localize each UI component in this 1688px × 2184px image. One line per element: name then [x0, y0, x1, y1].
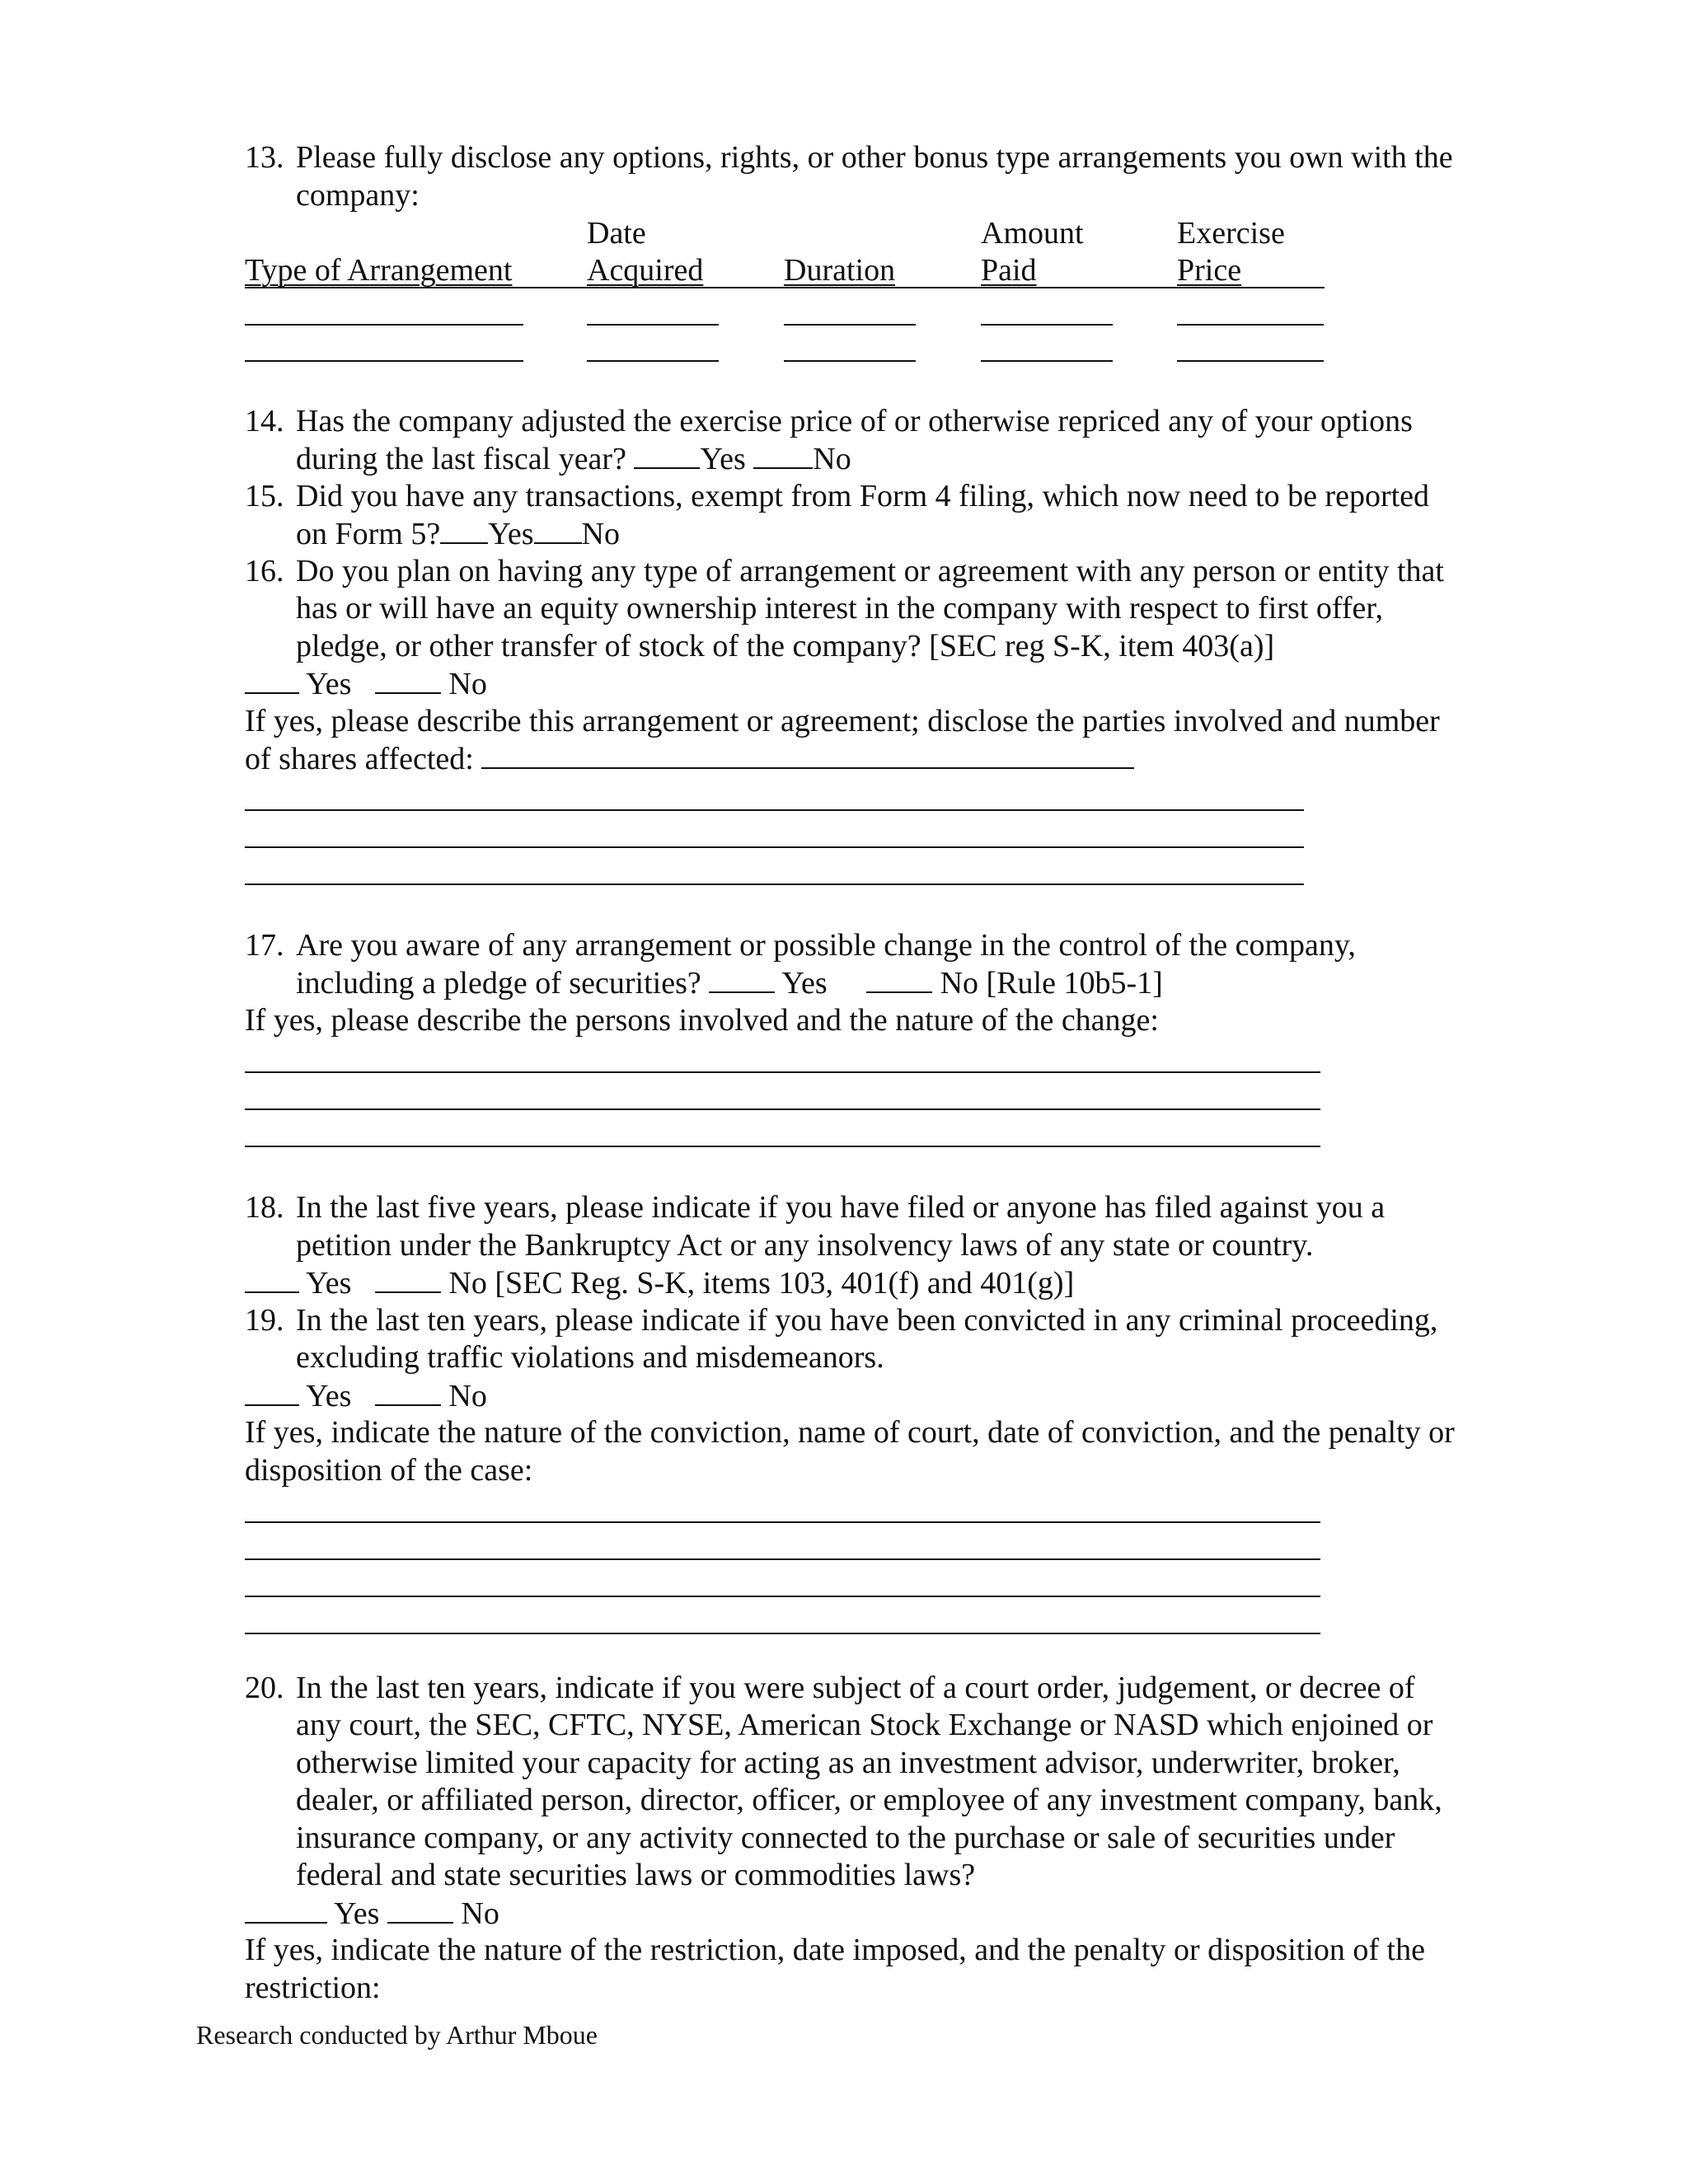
q15-line2-text: on Form 5?: [296, 517, 441, 551]
q14-no-blank[interactable]: [753, 439, 813, 469]
q18-no-label: No [SEC Reg. S-K, items 103, 401(f) and 401(g)]: [448, 1266, 1075, 1301]
q16-answer-line-1[interactable]: [245, 809, 1304, 811]
q19-no-blank[interactable]: [375, 1376, 441, 1406]
q17-yes-label: Yes: [781, 966, 828, 1001]
row1-price-blank[interactable]: [1177, 324, 1324, 326]
q20-line2: any court, the SEC, CFTC, NYSE, American Stock Exchange or NASD which enjoined or: [296, 1708, 1433, 1742]
q18-no-blank[interactable]: [375, 1263, 441, 1293]
q14-number: 14.: [245, 404, 284, 438]
row1-type-blank[interactable]: [245, 324, 523, 326]
q13-number: 13.: [245, 140, 284, 175]
q15-yes-blank[interactable]: [440, 514, 488, 544]
row2-duration-blank[interactable]: [784, 360, 916, 362]
q18-yes-label: Yes: [306, 1266, 352, 1301]
q20-yes-no: [245, 1894, 499, 1933]
q14-line2: [296, 439, 851, 478]
q20-line1: In the last ten years, indicate if you were subject of a court order, judgement, or decree of: [296, 1671, 1415, 1705]
q15-no-label: No: [581, 517, 620, 551]
q17-yes-blank[interactable]: [709, 963, 775, 993]
q18-line1: In the last five years, please indicate if you have filed or anyone has filed against you a: [296, 1190, 1386, 1225]
q16-number: 16.: [245, 554, 284, 588]
q14-line1: Has the company adjusted the exercise price of or otherwise repriced any of your options: [296, 404, 1413, 438]
q20-number: 20.: [245, 1671, 284, 1705]
q20-no-label: No: [461, 1896, 499, 1931]
col-type-header: Type of Arrangement: [245, 253, 513, 288]
q15-line1: Did you have any transactions, exempt from Form 4 filing, which now need to be reported: [296, 479, 1430, 513]
row2-price-blank[interactable]: [1177, 360, 1324, 362]
row2-date-blank[interactable]: [587, 360, 719, 362]
q14-yes-blank[interactable]: [634, 439, 700, 469]
q20-no-blank[interactable]: [387, 1894, 453, 1924]
header-underline: [245, 287, 1325, 288]
q17-line2-text: including a pledge of securities?: [296, 966, 710, 1001]
q18-line2: petition under the Bankruptcy Act or any insolvency laws of any state or country.: [296, 1228, 1314, 1263]
q15-yes-label: Yes: [488, 517, 534, 551]
q16-line3: pledge, or other transfer of stock of the company? [SEC reg S-K, item 403(a)]: [296, 629, 1275, 663]
q20-followup-line1: If yes, indicate the nature of the restriction, date imposed, and the penalty or disposition of the: [245, 1933, 1425, 1967]
q13-text-line1: Please fully disclose any options, rights, or other bonus type arrangements you own with the: [296, 140, 1453, 175]
q19-yes-blank[interactable]: [245, 1376, 299, 1406]
q15-no-blank[interactable]: [534, 514, 582, 544]
q16-yes-no: [245, 664, 487, 703]
q19-answer-line-1[interactable]: [245, 1521, 1320, 1523]
q20-line3: otherwise limited your capacity for acting as an investment advisor, underwriter, broker,: [296, 1746, 1400, 1780]
row1-amount-blank[interactable]: [981, 324, 1113, 326]
q17-line1: Are you aware of any arrangement or possible change in the control of the company,: [296, 928, 1356, 963]
q19-line2: excluding traffic violations and misdemeanors.: [296, 1340, 884, 1375]
q17-no-label: No [Rule 10b5-1]: [940, 966, 1163, 1001]
q17-line2: [296, 963, 1163, 1002]
q19-line1: In the last ten years, please indicate if you have been convicted in any criminal proceeding,: [296, 1303, 1438, 1338]
q18-number: 18.: [245, 1190, 284, 1225]
q19-answer-line-4[interactable]: [245, 1633, 1320, 1634]
q17-number: 17.: [245, 928, 284, 963]
q17-no-blank[interactable]: [866, 963, 932, 993]
q15-line2: [296, 514, 620, 553]
q14-line2-text: during the last fiscal year?: [296, 442, 635, 476]
q16-yes-blank[interactable]: [245, 664, 299, 694]
row1-duration-blank[interactable]: [784, 324, 916, 326]
q17-answer-line-2[interactable]: [245, 1108, 1320, 1110]
q16-no-blank[interactable]: [375, 664, 441, 694]
q18-yes-blank[interactable]: [245, 1263, 299, 1293]
q17-followup: If yes, please describe the persons involved and the nature of the change:: [245, 1003, 1159, 1038]
q17-answer-line-1[interactable]: [245, 1071, 1320, 1073]
q16-answer-line-3[interactable]: [245, 883, 1304, 885]
q19-number: 19.: [245, 1303, 284, 1338]
q19-followup-line2: disposition of the case:: [245, 1453, 533, 1488]
col-price-header: Price: [1177, 253, 1242, 288]
q20-followup-line2: restriction:: [245, 1971, 381, 2005]
q19-no-label: No: [448, 1379, 487, 1413]
q16-line1: Do you plan on having any type of arrangement or agreement with any person or entity that: [296, 554, 1444, 588]
footer-credit: Research conducted by Arthur Mboue: [196, 2020, 598, 2050]
q19-followup-line1: If yes, indicate the nature of the conviction, name of court, date of conviction, and the penalty or: [245, 1415, 1455, 1450]
q20-yes-blank[interactable]: [245, 1894, 327, 1924]
q15-number: 15.: [245, 479, 284, 513]
q13-text-line2: company:: [296, 178, 420, 213]
col-date-top: Date: [587, 216, 646, 251]
q20-yes-label: Yes: [334, 1896, 380, 1931]
q16-line2: has or will have an equity ownership interest in the company with respect to first offer,: [296, 591, 1383, 626]
q16-yes-label: Yes: [306, 667, 352, 701]
q19-yes-label: Yes: [306, 1379, 352, 1413]
q16-shares-affected-blank[interactable]: [481, 739, 1134, 769]
q20-line6: federal and state securities laws or commodities laws?: [296, 1858, 976, 1892]
row1-date-blank[interactable]: [587, 324, 719, 326]
q19-answer-line-2[interactable]: [245, 1558, 1320, 1560]
q16-followup-line1: If yes, please describe this arrangement or agreement; disclose the parties involved and number: [245, 704, 1440, 738]
q19-yes-no: [245, 1376, 487, 1415]
q16-no-label: No: [448, 667, 487, 701]
col-amount-top: Amount: [981, 216, 1084, 251]
q16-answer-line-2[interactable]: [245, 846, 1304, 848]
q18-yes-no: [245, 1263, 1074, 1302]
q16-followup-line2-text: of shares affected:: [245, 742, 482, 776]
q20-line5: insurance company, or any activity connected to the purchase or sale of securities under: [296, 1821, 1395, 1855]
col-paid-header: Paid: [981, 253, 1037, 288]
col-acquired-header: Acquired: [587, 253, 704, 288]
q19-answer-line-3[interactable]: [245, 1596, 1320, 1597]
q20-line4: dealer, or affiliated person, director, officer, or employee of any investment company, bank,: [296, 1783, 1442, 1817]
q14-yes-label: Yes: [700, 442, 746, 476]
col-duration-header: Duration: [784, 253, 896, 288]
row2-type-blank[interactable]: [245, 360, 523, 362]
q17-answer-line-3[interactable]: [245, 1146, 1320, 1147]
col-exercise-top: Exercise: [1177, 216, 1285, 251]
row2-amount-blank[interactable]: [981, 360, 1113, 362]
q16-followup-line2: [245, 739, 1134, 778]
q14-no-label: No: [813, 442, 851, 476]
